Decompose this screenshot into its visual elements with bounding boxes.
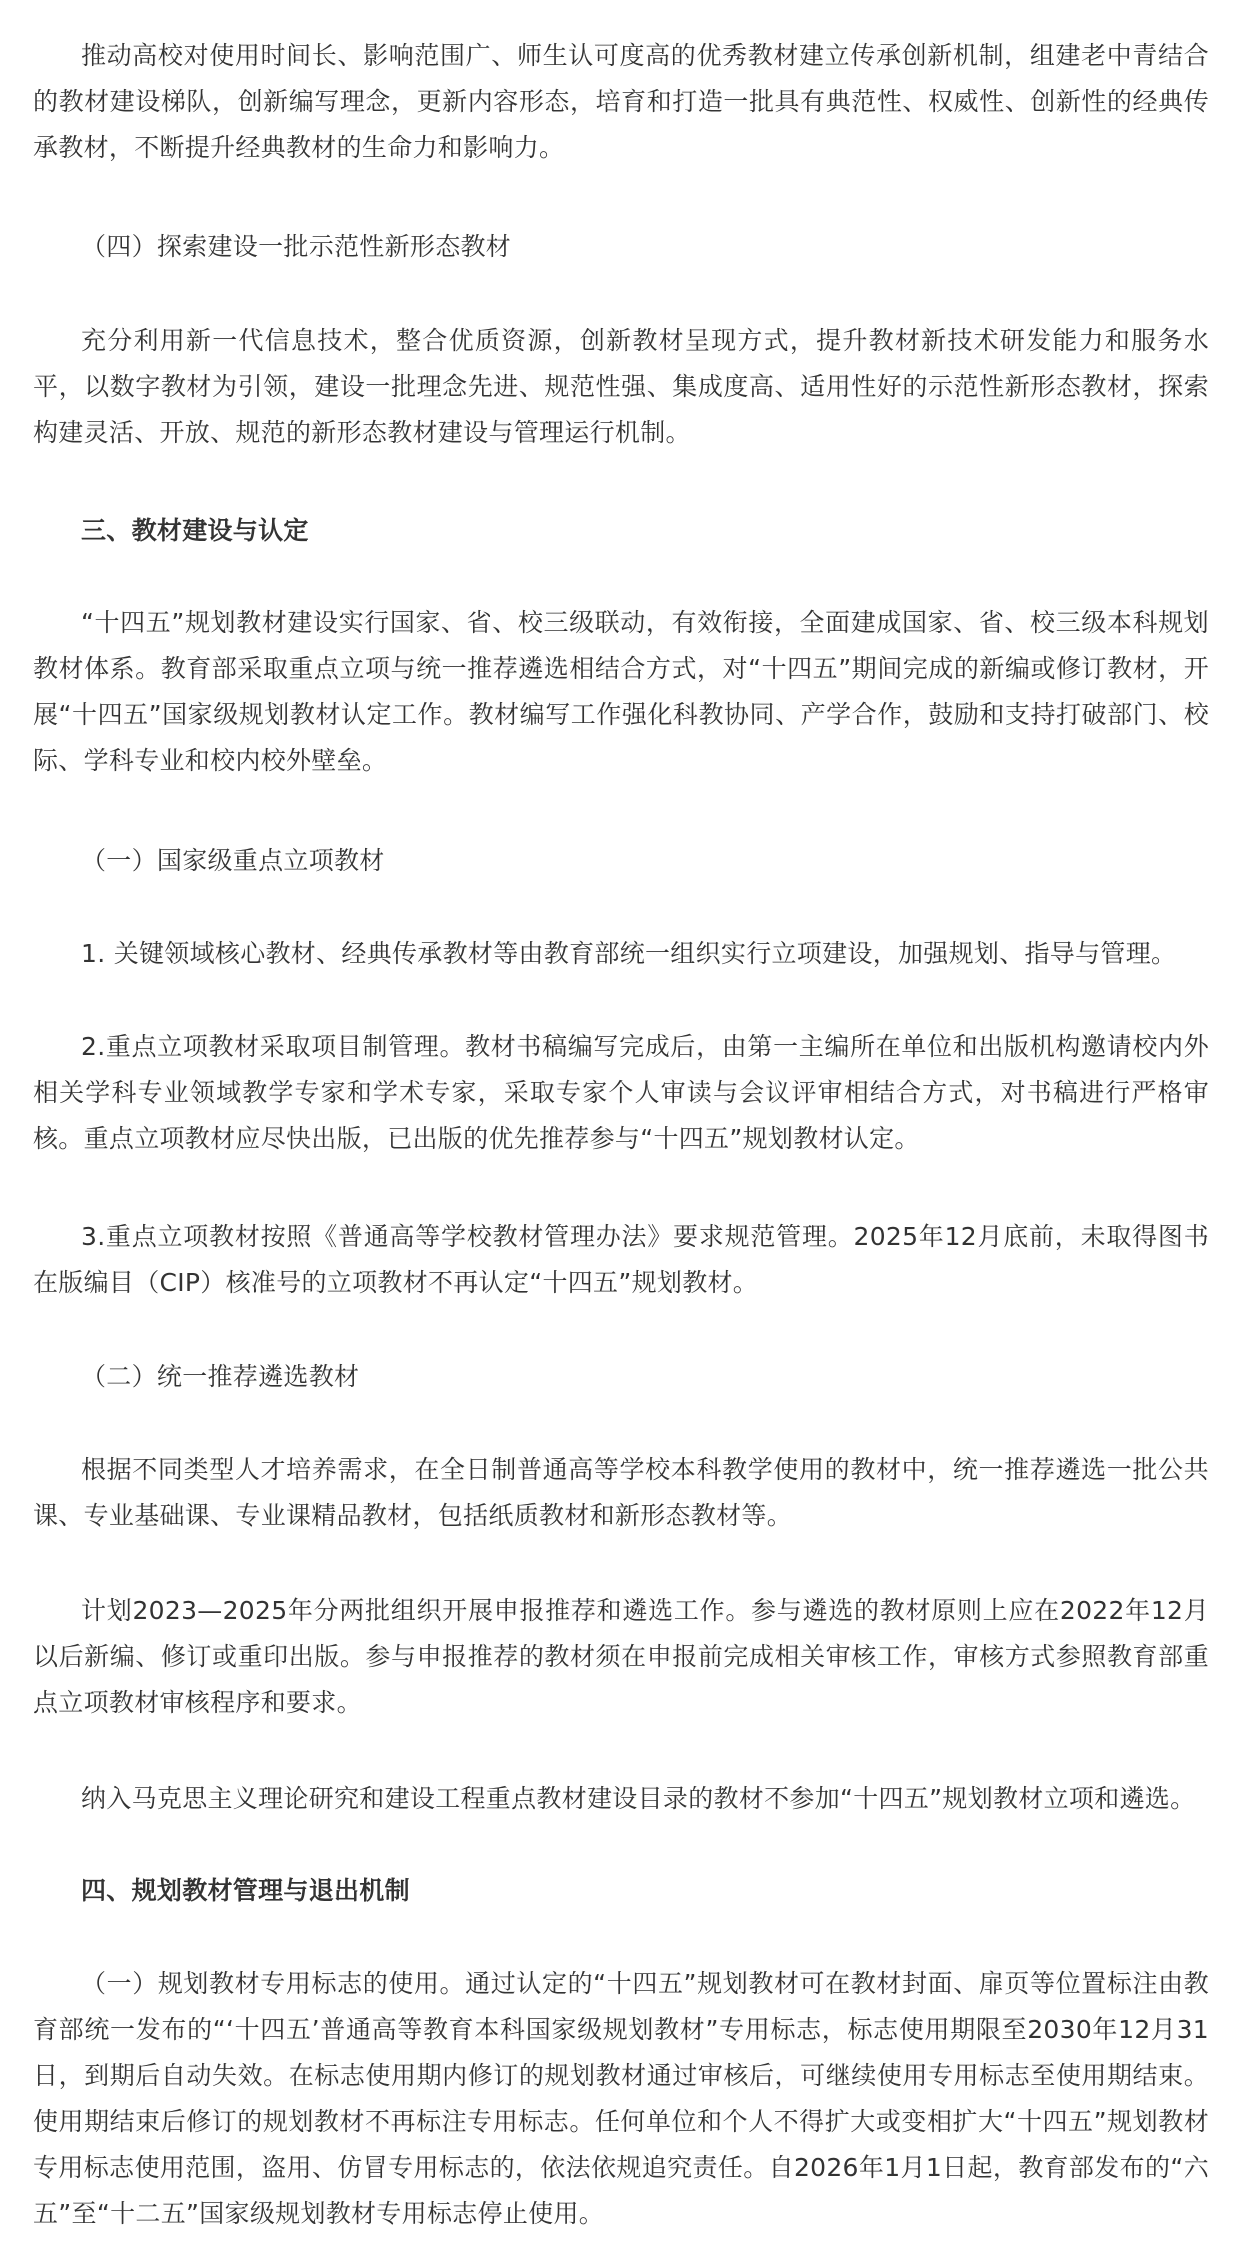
paragraph: 计划2023—2025年分两批组织开展申报推荐和遴选工作。参与遴选的教材原则上应在2022年12月以后新编、修订或重印出版。参与申报推荐的教材须在申报前完成相关审核工作，审核方式参照教育部重点立项教材审核程序和要求。: [33, 1596, 1209, 1717]
paragraph: 1. 关键领域核心教材、经典传承教材等由教育部统一组织实行立项建设，加强规划、指导与管理。: [81, 939, 1177, 968]
paragraph: 纳入马克思主义理论研究和建设工程重点教材建设目录的教材不参加“十四五”规划教材立项和遴选。: [81, 1784, 1196, 1813]
section-heading: 三、教材建设与认定: [81, 516, 309, 545]
paragraph: “十四五”规划教材建设实行国家、省、校三级联动，有效衔接，全面建成国家、省、校三级本科规划教材体系。教育部采取重点立项与统一推荐遴选相结合方式，对“十四五”期间完成的新编或修订教材，开展“十四五”国家级规划教材认定工作。教材编写工作强化科教协同、产学合作，鼓励和支持打破部门、校际、学科专业和校内校外壁垒。: [33, 608, 1209, 775]
paragraph: 3.重点立项教材按照《普通高等学校教材管理办法》要求规范管理。2025年12月底前，未取得图书在版编目（CIP）核准号的立项教材不再认定“十四五”规划教材。: [33, 1222, 1209, 1297]
section-subheading: （二）统一推荐遴选教材: [81, 1362, 360, 1391]
section-subheading: （四）探索建设一批示范性新形态教材: [81, 232, 512, 261]
paragraph: （一）规划教材专用标志的使用。通过认定的“十四五”规划教材可在教材封面、扉页等位置标注由教育部统一发布的“‘十四五’普通高等教育本科国家级规划教材”专用标志，标志使用期限至2030年12月31日，到期后自动失效。在标志使用期内修订的规划教材通过审核后，可继续使用专用标志至使用期结束。使用期结束后修订的规划教材不再标注专用标志。任何单位和个人不得扩大或变相扩大“十四五”规划教材专用标志使用范围，盗用、仿冒专用标志的，依法依规追究责任。自2026年1月1日起，教育部发布的“六五”至“十二五”国家级规划教材专用标志停止使用。: [33, 1969, 1209, 2228]
section-subheading: （一）国家级重点立项教材: [81, 846, 385, 875]
paragraph: 2.重点立项教材采取项目制管理。教材书稿编写完成后，由第一主编所在单位和出版机构邀请校内外相关学科专业领域教学专家和学术专家，采取专家个人审读与会议评审相结合方式，对书稿进行严格审核。重点立项教材应尽快出版，已出版的优先推荐参与“十四五”规划教材认定。: [33, 1032, 1209, 1153]
section-heading: 四、规划教材管理与退出机制: [81, 1876, 410, 1905]
paragraph: 根据不同类型人才培养需求，在全日制普通高等学校本科教学使用的教材中，统一推荐遴选一批公共课、专业基础课、专业课精品教材，包括纸质教材和新形态教材等。: [33, 1455, 1209, 1530]
paragraph: 充分利用新一代信息技术，整合优质资源，创新教材呈现方式，提升教材新技术研发能力和服务水平，以数字教材为引领，建设一批理念先进、规范性强、集成度高、适用性好的示范性新形态教材，探索构建灵活、开放、规范的新形态教材建设与管理运行机制。: [33, 326, 1209, 447]
paragraph: 推动高校对使用时间长、影响范围广、师生认可度高的优秀教材建立传承创新机制，组建老中青结合的教材建设梯队，创新编写理念，更新内容形态，培育和打造一批具有典范性、权威性、创新性的经典传承教材，不断提升经典教材的生命力和影响力。: [33, 41, 1209, 162]
